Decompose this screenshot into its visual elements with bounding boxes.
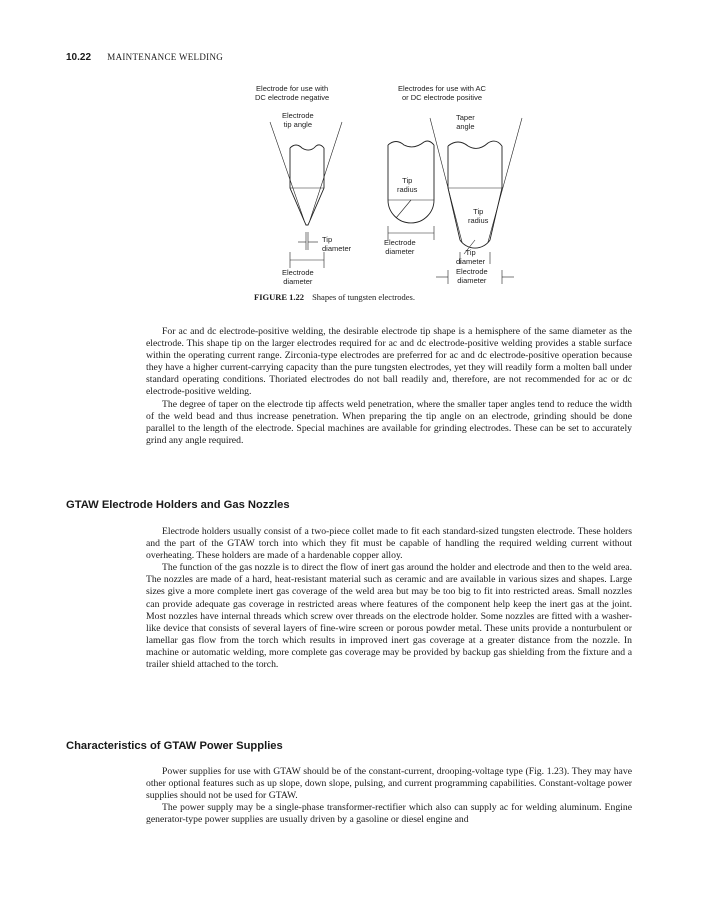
label-tip-diameter-right: Tip diameter: [456, 248, 486, 266]
section-heading: Characteristics of GTAW Power Supplies: [66, 740, 283, 752]
paragraph: The function of the gas nozzle is to direct the flow of inert gas around the holder and electrode and then to the weld area. The nozzles are made of a hard, heat-resistant material such as ceramic and are available in various sizes and shapes. Large sizes give a more complete inert gas coverage of the weld area but may be too big to fit into restricted areas. Small nozzles can provide adequate gas coverage in restricted areas where features of the component help keep the inert gas at the joint. Most nozzles have internal threads which screw over threads on the electrode holder. Some nozzles are fitted with a washer-like device that consists of several layers of fine-wire screen or porous powder metal. These units provide a nonturbulent or lamellar gas flow from the torch which results in improved inert gas coverage at a greater distance from the nozzle. In machine or automatic welding, more complete gas coverage may be provided by backup gas shielding from the fixture and a trailer shield attached to the torch.: [146, 562, 632, 671]
caption-number: FIGURE 1.22: [254, 292, 305, 302]
caption-text: Shapes of tungsten electrodes.: [312, 292, 415, 302]
running-title: MAINTENANCE WELDING: [107, 52, 224, 62]
label-ac-positive: Electrodes for use with AC or DC electrode positive: [398, 84, 486, 102]
paragraph: Electrode holders usually consist of a two-piece collet made to fit each standard-sized tungsten electrode. These holders and the part of the GTAW torch into which they fit must be capable of handling the required welding current without overheating. These holders are made of a hardenable copper alloy.: [146, 526, 632, 562]
figure-caption: [254, 292, 694, 302]
label-electrode-diameter-mid: Electrode diameter: [384, 238, 416, 256]
section2-body: [146, 526, 632, 671]
page-header: [66, 52, 223, 63]
page-number: 10.22: [66, 52, 92, 63]
paragraph: For ac and dc electrode-positive welding, the desirable electrode tip shape is a hemisphere of the same diameter as the electrode. This shape tip on the larger electrodes required for ac and dc electrode-positive welding provides a stable surface within the operating current range. Zirconia-type electrodes are preferred for ac and dc electrode-positive operation because they have a higher current-carrying capacity than the pure tungsten electrodes, yet they will readily form a molten ball under standard operating conditions. Thoriated electrodes do not ball readily and, therefore, are not recommended for ac or dc electrode-positive welding.: [146, 326, 632, 398]
label-tip-radius-right: Tip radius: [468, 207, 489, 225]
electrode-dc-negative: [290, 148, 324, 225]
electrode-ac-tapered: [448, 146, 502, 248]
paragraph: Power supplies for use with GTAW should be of the constant-current, drooping-voltage type (Fig. 1.23). They may have other optional features such as up slope, down slope, pulsing, and current programming capabilities. Constant-voltage power supplies should not be used for GTAW.: [146, 766, 632, 802]
paragraph: The power supply may be a single-phase transformer-rectifier which also can supply ac for welding aluminum. Engine generator-type power supplies are usually driven by a gasoline or diesel engine and: [146, 802, 632, 826]
label-taper-angle: Taper angle: [456, 113, 475, 131]
label-tip-diameter-left: Tip diameter: [322, 235, 352, 253]
label-tip-radius-mid: Tip radius: [397, 176, 418, 194]
section3-body: [146, 766, 632, 826]
paragraph: The degree of taper on the electrode tip affects weld penetration, where the smaller taper angles tend to reduce the width of the weld bead and thus increase penetration. When preparing the tip angle on an electrode, grinding should be done parallel to the length of the electrode. Special machines are available for grinding electrodes. These can be set to accurately grind any angle required.: [146, 398, 632, 446]
section1-body: [146, 326, 632, 447]
label-electrode-diameter-left: Electrode diameter: [282, 268, 314, 286]
label-electrode-tip-angle: Electrode tip angle: [282, 111, 314, 129]
label-electrode-diameter-right: Electrode diameter: [456, 267, 488, 285]
figure-tungsten-electrodes: [230, 80, 530, 305]
section-heading: GTAW Electrode Holders and Gas Nozzles: [66, 499, 290, 511]
label-dc-negative: Electrode for use with DC electrode negative: [255, 84, 330, 102]
